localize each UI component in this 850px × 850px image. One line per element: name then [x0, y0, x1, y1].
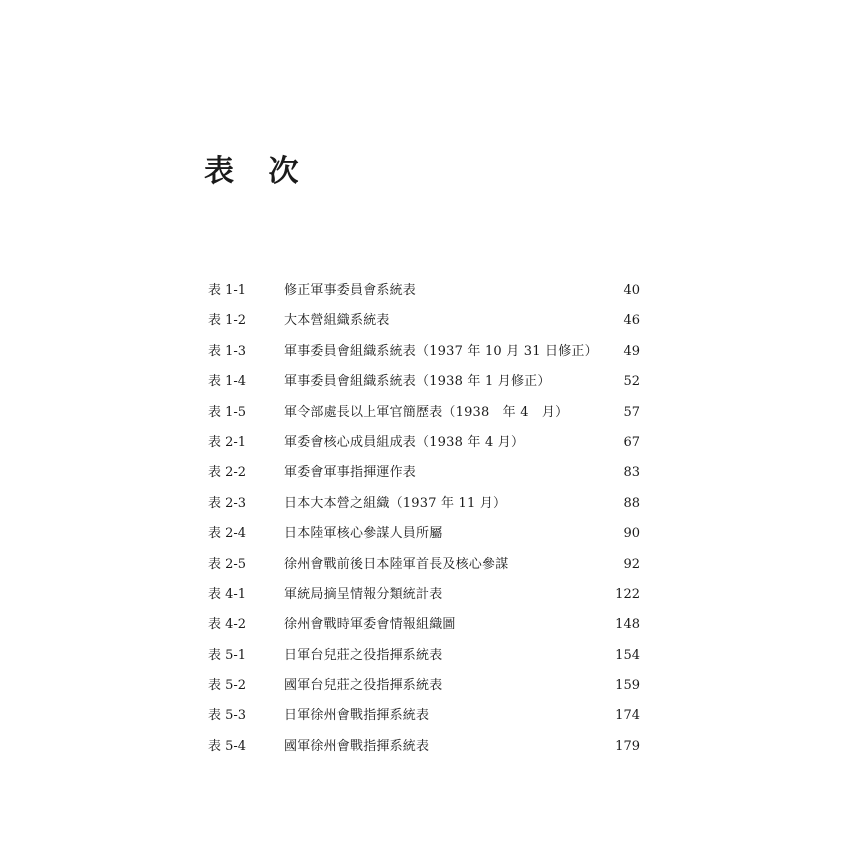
- toc-entry: [208, 431, 640, 461]
- toc-entry: [208, 735, 640, 765]
- toc-entry-title: 徐州會戰時軍委會情報組織圖: [284, 617, 456, 633]
- toc-entry-page-number: 67: [623, 434, 640, 450]
- toc-entry-number: 表 1-3: [208, 343, 247, 359]
- toc-entry-page-number: 46: [623, 313, 640, 329]
- toc-entry-page-number: 49: [623, 343, 640, 359]
- toc-entry-title: 軍統局摘呈情報分類統計表: [284, 586, 443, 602]
- toc-entry-title: 日本大本營之組織（1937 年 11 月）: [284, 495, 507, 511]
- toc-entry-title: 軍事委員會組織系統表（1937 年 10 月 31 日修正）: [284, 343, 598, 359]
- toc-entry-number: 表 1-1: [208, 283, 247, 298]
- toc-entry-page-number: 122: [615, 586, 640, 602]
- toc-entry-title: 日軍台兒莊之役指揮系統表: [284, 647, 443, 663]
- page-title: 表 次: [204, 154, 311, 189]
- toc-entry-page-number: 57: [623, 404, 640, 420]
- toc-entry-page-number: 174: [615, 708, 640, 724]
- toc-entry-title: 國軍徐州會戰指揮系統表: [284, 738, 430, 754]
- toc-entry-title: 日軍徐州會戰指揮系統表: [284, 708, 430, 724]
- toc-entry-title: 徐州會戰前後日本陸軍首長及核心參謀: [284, 556, 509, 572]
- toc-entry: [208, 461, 640, 491]
- toc-entry-number: 表 1-2: [208, 313, 247, 329]
- toc-entry-number: 表 5-3: [208, 708, 247, 724]
- toc-entry-page-number: 90: [623, 526, 640, 542]
- toc-entry-title: 大本營組織系統表: [284, 313, 390, 329]
- toc-entry-number: 表 2-3: [208, 495, 247, 511]
- toc-entry-page-number: 40: [623, 283, 640, 298]
- toc-entry-number: 表 5-1: [208, 647, 247, 663]
- toc-entry: [208, 522, 640, 552]
- toc-entry-number: 表 1-5: [208, 404, 247, 420]
- toc-entry: [208, 644, 640, 674]
- toc-entry: [208, 553, 640, 583]
- toc-entry: [208, 340, 640, 370]
- toc-entry-page-number: 83: [623, 465, 640, 481]
- toc-entry-number: 表 2-4: [208, 526, 247, 542]
- toc-entry-title: 軍令部處長以上軍官簡歷表（1938 年 4 月）: [284, 404, 569, 420]
- toc-entry-title: 軍委會軍事指揮運作表: [284, 465, 417, 481]
- toc-entry: [208, 613, 640, 643]
- toc-entry-page-number: 148: [615, 617, 640, 633]
- toc-entry-page-number: 52: [623, 374, 640, 390]
- toc-entry: [208, 370, 640, 400]
- table-of-tables-list: [208, 279, 640, 765]
- toc-entry: [208, 704, 640, 734]
- toc-entry-title: 日本陸軍核心參謀人員所屬: [284, 526, 443, 542]
- toc-entry: [208, 309, 640, 339]
- toc-entry-page-number: 179: [615, 738, 640, 754]
- toc-entry-number: 表 2-2: [208, 465, 247, 481]
- toc-entry-title: 軍委會核心成員組成表（1938 年 4 月）: [284, 434, 525, 450]
- toc-entry-title: 修正軍事委員會系統表: [284, 283, 417, 298]
- toc-entry-number: 表 5-2: [208, 678, 247, 694]
- toc-entry-number: 表 5-4: [208, 738, 247, 754]
- toc-entry-number: 表 4-1: [208, 586, 247, 602]
- toc-entry-page-number: 92: [623, 556, 640, 572]
- toc-entry-title: 軍事委員會組織系統表（1938 年 1 月修正）: [284, 374, 551, 390]
- toc-entry-number: 表 2-5: [208, 556, 247, 572]
- toc-entry-page-number: 88: [623, 495, 640, 511]
- toc-entry-number: 表 4-2: [208, 617, 247, 633]
- toc-entry-page-number: 159: [615, 678, 640, 694]
- toc-entry: [208, 674, 640, 704]
- toc-entry: [208, 583, 640, 613]
- toc-entry: [208, 492, 640, 522]
- toc-entry: [208, 279, 640, 309]
- toc-entry-page-number: 154: [615, 647, 640, 663]
- toc-entry-title: 國軍台兒莊之役指揮系統表: [284, 678, 443, 694]
- toc-entry-number: 表 1-4: [208, 374, 247, 390]
- toc-entry: [208, 401, 640, 431]
- toc-entry-number: 表 2-1: [208, 434, 247, 450]
